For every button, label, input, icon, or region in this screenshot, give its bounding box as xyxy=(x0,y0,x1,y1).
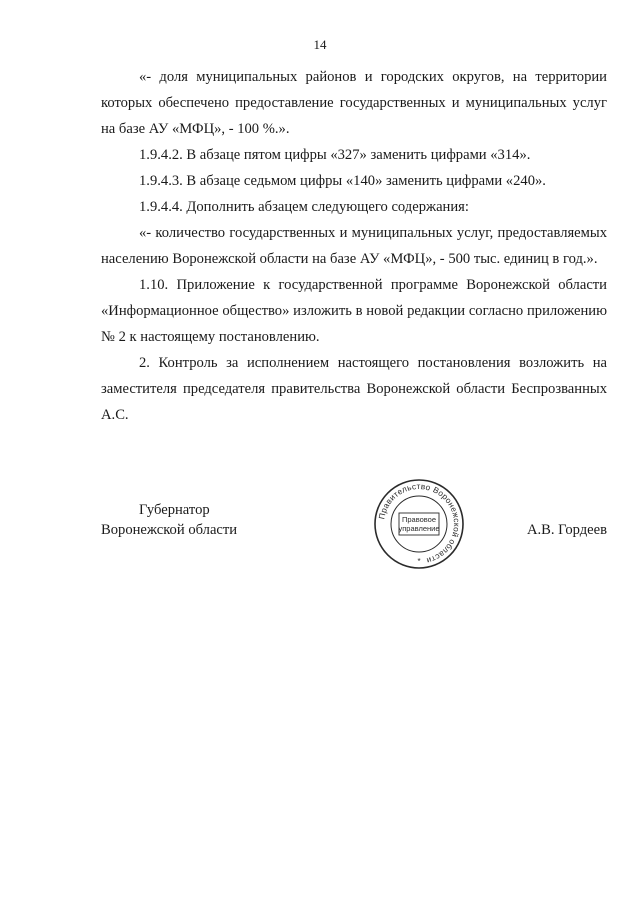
paragraph-1-10: 1.10. Приложение к государственной программе Воронежской области «Информационное общество» изложить в новой редакции согласно приложению № 2 к настоящему постановлению. xyxy=(101,277,607,345)
page-number: 14 xyxy=(313,37,327,52)
seal-graphic xyxy=(373,478,465,570)
signatory-position: Губернатор xyxy=(139,502,210,518)
paragraph-2-control: 2. Контроль за исполнением настоящего постановления возложить на заместителя председателя правительства Воронежской области Беспрозванных А.С. xyxy=(101,355,607,423)
paragraph-1-9-4-2: 1.9.4.2. В абзаце пятом цифры «327» заменить цифрами «314». xyxy=(139,147,531,163)
document-body xyxy=(101,64,607,428)
signatory-title xyxy=(101,500,237,540)
seal-center-line1: Правовое xyxy=(401,515,437,524)
paragraph-indicator-mfc-share: «- доля муниципальных районов и городских округов, на территории которых обеспечено предоставление государственных и муниципальных услуг на базе АУ «МФЦ», - 100 %.». xyxy=(101,69,607,137)
paragraph-1-9-4-4: 1.9.4.4. Дополнить абзацем следующего содержания: xyxy=(139,199,469,215)
signatory-name: А.В. Гордеев xyxy=(526,522,607,538)
paragraph-1-9-4-3: 1.9.4.3. В абзаце седьмом цифры «140» заменить цифрами «240». xyxy=(139,173,546,189)
official-seal xyxy=(373,478,465,570)
seal-star: * xyxy=(417,557,421,566)
signatory-region: Воронежской области xyxy=(101,522,238,538)
seal-center-line2: управление xyxy=(398,524,440,533)
seal-ring-text: Правительство Воронежской области xyxy=(377,481,462,566)
paragraph-indicator-services-count: «- количество государственных и муниципальных услуг, предоставляемых населению Воронежской области на базе АУ «МФЦ», - 500 тыс. единиц в год.». xyxy=(101,225,607,267)
